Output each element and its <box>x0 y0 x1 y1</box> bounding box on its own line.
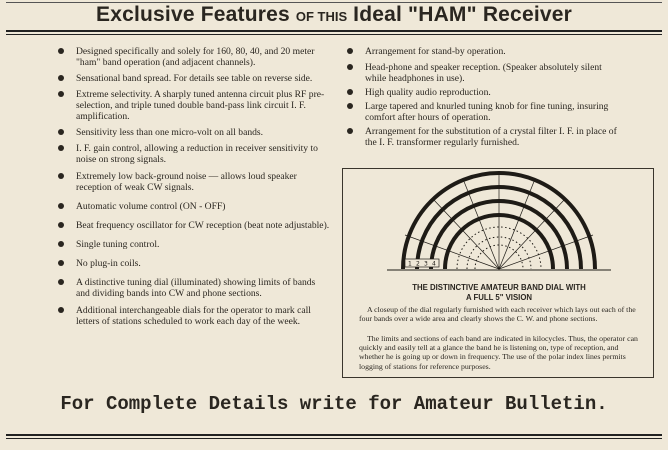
header-rule-thin <box>6 34 662 35</box>
dial-scale-number: 2 <box>416 260 420 268</box>
feature-item: Automatic volume control (ON - OFF) <box>58 201 330 212</box>
bullet-icon <box>58 203 64 209</box>
feature-item: A distinctive tuning dial (illuminated) showing limits of bands and dividing bands into CW and phone sections. <box>58 277 330 299</box>
header-part-2: OF THIS <box>295 9 348 24</box>
dial-caption-para-2: The limits and sections of each band are indicated in kilocycles. Thus, the operator can quickly and easily tell at a glance the band he is listening on, type of reception, and whether he is going up or down in frequency. The use of the polar index lines permits logging of stations for reference purposes. <box>359 334 638 371</box>
left-feature-list <box>58 46 330 327</box>
bullet-icon <box>347 64 353 70</box>
bullet-icon <box>347 128 353 134</box>
feature-item: Extremely low back-ground noise — allows loud speaker reception of weak CW signals. <box>58 171 330 193</box>
feature-item: Sensational band spread. For details see table on reverse side. <box>58 73 330 84</box>
dial-scale-number: 3 <box>424 260 428 268</box>
feature-item: Arrangement for stand-by operation. <box>347 46 619 57</box>
bullet-icon <box>58 241 64 247</box>
feature-item: Beat frequency oscillator for CW reception (beat note adjustable). <box>58 220 330 231</box>
header-rule-thick <box>6 30 662 32</box>
feature-item: Sensitivity less than one micro-volt on all bands. <box>58 127 330 138</box>
feature-item: Designed specifically and solely for 160, 80, 40, and 20 meter "ham" band operation (and adjacent channels). <box>58 46 330 68</box>
feature-item: I. F. gain control, allowing a reduction in receiver sensitivity to noise on strong signals. <box>58 143 330 165</box>
bullet-icon <box>58 48 64 54</box>
band-dial-illustration <box>343 169 655 281</box>
feature-item: Head-phone and speaker reception. (Speaker absolutely silent while headphones in use). <box>347 62 619 84</box>
feature-item: Single tuning control. <box>58 239 330 250</box>
bullet-icon <box>58 222 64 228</box>
bullet-icon <box>58 173 64 179</box>
page-header <box>0 3 668 29</box>
header-part-1: Exclusive Features <box>96 3 290 26</box>
bullet-icon <box>58 91 64 97</box>
dial-scale-number: 1 <box>408 260 412 268</box>
footer-rule-thick <box>6 434 662 436</box>
dial-caption-title: THE DISTINCTIVE AMATEUR BAND DIAL WITH A FULL 5" VISION <box>412 283 586 302</box>
bullet-icon <box>58 307 64 313</box>
footer-call-to-action: For Complete Details write for Amateur Bulletin. <box>60 393 608 415</box>
bullet-icon <box>347 48 353 54</box>
right-feature-list <box>347 46 619 148</box>
footer-rule-thin <box>6 438 662 439</box>
dial-caption-para-1: A closeup of the dial regularly furnished with each receiver which lays out each of the four bands over a wide area and clearly shows the C. W. and phone sections. <box>359 305 636 324</box>
bullet-icon <box>58 129 64 135</box>
bullet-icon <box>347 103 353 109</box>
bullet-icon <box>58 75 64 81</box>
dial-illustration-box <box>342 168 654 378</box>
feature-item: Large tapered and knurled tuning knob for fine tuning, insuring comfort after hours of operation. <box>347 101 619 123</box>
feature-item: Extreme selectivity. A sharply tuned antenna circuit plus RF pre-selection, and triple tuned double band-pass link circuit I. F. amplification. <box>58 89 330 122</box>
bullet-icon <box>58 260 64 266</box>
header-part-3: Ideal "HAM" Receiver <box>353 3 572 26</box>
feature-item: No plug-in coils. <box>58 258 330 269</box>
bullet-icon <box>347 89 353 95</box>
bullet-icon <box>58 145 64 151</box>
bullet-icon <box>58 279 64 285</box>
dial-scale-number: 4 <box>432 260 436 268</box>
feature-item: Additional interchangeable dials for the operator to mark call letters of stations scheduled to work each day of the week. <box>58 305 330 327</box>
feature-item: High quality audio reproduction. <box>347 87 619 98</box>
feature-item: Arrangement for the substitution of a crystal filter I. F. in place of the I. F. transformer regularly furnished. <box>347 126 619 148</box>
